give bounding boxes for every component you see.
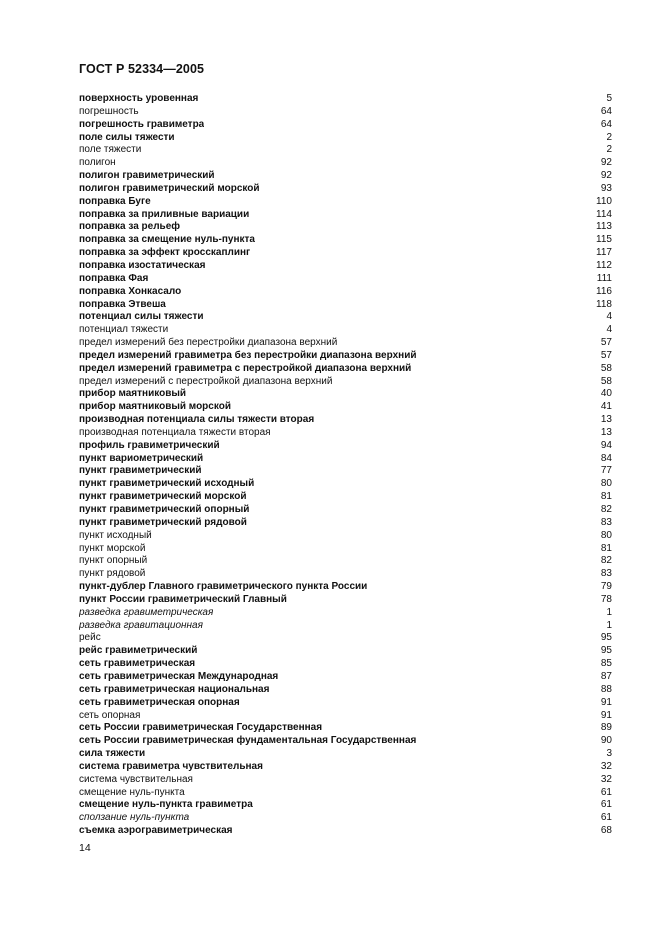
- index-entry: [79, 658, 612, 671]
- index-entry: [79, 196, 612, 209]
- index-term: производная потенциала силы тяжести вторая: [79, 414, 315, 426]
- index-entry: [79, 774, 612, 787]
- index-entry: [79, 465, 612, 478]
- index-page-ref: 4: [606, 311, 612, 323]
- index-entry: [79, 825, 612, 838]
- index-entry: [79, 363, 612, 376]
- index-term: профиль гравиметрический: [79, 439, 220, 451]
- index-entry: [79, 337, 612, 350]
- index-entry: [79, 286, 612, 299]
- index-entry: [79, 414, 612, 427]
- index-page-ref: 58: [600, 362, 612, 374]
- index-page-ref: 13: [600, 426, 612, 438]
- index-page-ref: 32: [600, 773, 612, 785]
- index-entry: [79, 132, 612, 145]
- index-term: полигон гравиметрический: [79, 170, 215, 182]
- index-term: полигон гравиметрический морской: [79, 182, 260, 194]
- index-term: сеть гравиметрическая национальная: [79, 683, 270, 695]
- index-entry: [79, 234, 612, 247]
- index-term: сеть гравиметрическая опорная: [79, 696, 240, 708]
- index-entry: [79, 311, 612, 324]
- index-page-ref: 88: [600, 683, 612, 695]
- index-page-ref: 83: [600, 568, 612, 580]
- index-entry: [79, 273, 612, 286]
- index-term: полигон: [79, 157, 116, 169]
- index-page-ref: 84: [600, 452, 612, 464]
- index-page-ref: 81: [600, 542, 612, 554]
- index-page-ref: 3: [606, 748, 612, 760]
- index-page-ref: 82: [600, 555, 612, 567]
- index-term: разведка гравитационная: [79, 619, 203, 631]
- index-page-ref: 90: [600, 735, 612, 747]
- index-entry: [79, 478, 612, 491]
- index-page-ref: 64: [600, 105, 612, 117]
- index-entry: [79, 787, 612, 800]
- index-entry: [79, 106, 612, 119]
- index-term: предел измерений с перестройкой диапазона верхний: [79, 375, 333, 387]
- index-page-ref: 4: [606, 324, 612, 336]
- index-term: поправка изостатическая: [79, 259, 206, 271]
- index-page-ref: 116: [596, 285, 612, 297]
- index-term: рейс: [79, 632, 101, 644]
- index-entry: [79, 710, 612, 723]
- index-term: пункт гравиметрический исходный: [79, 478, 255, 490]
- index-page-ref: 61: [600, 786, 612, 798]
- index-entry: [79, 221, 612, 234]
- index-page-ref: 1: [606, 619, 612, 631]
- index-entry: [79, 247, 612, 260]
- index-term: поле силы тяжести: [79, 131, 175, 143]
- index-term: рейс гравиметрический: [79, 645, 198, 657]
- index-page-ref: 110: [596, 195, 612, 207]
- index-page-ref: 112: [596, 259, 612, 271]
- index-entry: [79, 491, 612, 504]
- index-entry: [79, 119, 612, 132]
- index-page-ref: 118: [596, 298, 612, 310]
- index-term: прибор маятниковый: [79, 388, 187, 400]
- index-term: съемка аэрогравиметрическая: [79, 825, 233, 837]
- index-term: сползание нуль-пункта: [79, 812, 190, 824]
- index-term: пункт морской: [79, 542, 146, 554]
- index-entry: [79, 555, 612, 568]
- index-term: поправка Этвеша: [79, 298, 166, 310]
- index-term: сеть России гравиметрическая Государственная: [79, 722, 323, 734]
- index-page-ref: 92: [600, 157, 612, 169]
- index-term: пункт гравиметрический: [79, 465, 202, 477]
- index-entry: [79, 543, 612, 556]
- index-page-ref: 113: [596, 221, 612, 233]
- index-entry: [79, 697, 612, 710]
- index-page-ref: 93: [600, 182, 612, 194]
- index-page-ref: 40: [600, 388, 612, 400]
- index-term: поправка за рельеф: [79, 221, 181, 233]
- index-term: пункт гравиметрический опорный: [79, 504, 250, 515]
- index-page-ref: 83: [600, 516, 612, 528]
- index-term: предел измерений без перестройки диапазона верхний: [79, 337, 338, 349]
- index-entry: [79, 376, 612, 389]
- index-page-ref: 82: [600, 504, 612, 515]
- index-entry: [79, 799, 612, 812]
- index-page-ref: 114: [596, 208, 612, 220]
- index-term: пункт-дублер Главного гравиметрического пункта России: [79, 581, 368, 593]
- index-entry: [79, 350, 612, 363]
- index-page-ref: 61: [600, 812, 612, 824]
- index-page-ref: 92: [600, 170, 612, 182]
- index-term: прибор маятниковый морской: [79, 401, 231, 413]
- index-page-ref: 64: [600, 118, 612, 130]
- index-page-ref: 13: [600, 414, 612, 426]
- index-entry: [79, 620, 612, 633]
- index-term: пункт гравиметрический рядовой: [79, 516, 247, 528]
- index-page-ref: 32: [600, 760, 612, 772]
- index-page-ref: 117: [596, 247, 612, 259]
- index-term: погрешность: [79, 105, 139, 117]
- index-page-ref: 61: [600, 799, 612, 811]
- index-entry: [79, 504, 612, 517]
- index-page-ref: 89: [600, 722, 612, 734]
- index-page-ref: 81: [600, 491, 612, 503]
- index-entry: [79, 671, 612, 684]
- index-entry: [79, 530, 612, 543]
- index-page-ref: 94: [600, 439, 612, 451]
- index-entry: [79, 722, 612, 735]
- index-term: потенциал силы тяжести: [79, 311, 204, 323]
- document-header: ГОСТ Р 52334—2005: [79, 62, 205, 76]
- index-term: сеть гравиметрическая: [79, 658, 196, 670]
- index-entry: [79, 594, 612, 607]
- index-page-ref: 57: [600, 337, 612, 349]
- index-entry: [79, 735, 612, 748]
- index-term: поправка Буге: [79, 195, 151, 207]
- page-number: 14: [79, 842, 91, 854]
- index-entry: [79, 607, 612, 620]
- index-entry: [79, 93, 612, 106]
- index-term: сеть опорная: [79, 709, 141, 721]
- index-term: погрешность гравиметра: [79, 118, 205, 130]
- index-entry: [79, 388, 612, 401]
- index-entry: [79, 645, 612, 658]
- index-entry: [79, 183, 612, 196]
- index-page-ref: 95: [600, 645, 612, 657]
- index-term: пункт исходный: [79, 529, 152, 541]
- index-page-ref: 2: [606, 144, 612, 156]
- index-entry: [79, 170, 612, 183]
- index-entry: [79, 260, 612, 273]
- index-page-ref: 2: [606, 131, 612, 143]
- index-entry: [79, 684, 612, 697]
- index-term: система чувствительная: [79, 773, 193, 785]
- index-list: [79, 93, 612, 838]
- index-term: предел измерений гравиметра без перестройки диапазона верхний: [79, 349, 417, 361]
- index-page-ref: 77: [600, 465, 612, 477]
- index-entry: [79, 401, 612, 414]
- index-page-ref: 78: [600, 593, 612, 605]
- index-term: поправка за смещение нуль-пункта: [79, 234, 255, 246]
- index-entry: [79, 324, 612, 337]
- index-page-ref: 91: [600, 696, 612, 708]
- index-term: поверхность уровенная: [79, 93, 199, 104]
- index-entry: [79, 427, 612, 440]
- index-page-ref: 80: [600, 529, 612, 541]
- index-entry: [79, 632, 612, 645]
- index-term: пункт опорный: [79, 555, 148, 567]
- index-term: поправка за приливные вариации: [79, 208, 250, 220]
- index-term: система гравиметра чувствительная: [79, 760, 263, 772]
- index-entry: [79, 761, 612, 774]
- index-term: потенциал тяжести: [79, 324, 169, 336]
- index-term: пункт России гравиметрический Главный: [79, 593, 287, 605]
- index-entry: [79, 209, 612, 222]
- index-entry: [79, 453, 612, 466]
- index-page-ref: 80: [600, 478, 612, 490]
- index-term: сеть России гравиметрическая фундаментальная Государственная: [79, 735, 417, 747]
- index-page-ref: 57: [600, 349, 612, 361]
- index-entry: [79, 144, 612, 157]
- index-term: поправка за эффект кросскаплинг: [79, 247, 251, 259]
- index-term: сеть гравиметрическая Международная: [79, 670, 279, 682]
- index-term: пункт рядовой: [79, 568, 146, 580]
- index-entry: [79, 812, 612, 825]
- index-term: производная потенциала тяжести вторая: [79, 426, 271, 438]
- index-term: разведка гравиметрическая: [79, 606, 214, 618]
- index-entry: [79, 517, 612, 530]
- index-term: сила тяжести: [79, 748, 146, 760]
- index-page-ref: 68: [600, 825, 612, 837]
- index-page-ref: 1: [606, 606, 612, 618]
- index-term: смещение нуль-пункта гравиметра: [79, 799, 253, 811]
- index-page-ref: 79: [600, 581, 612, 593]
- index-entry: [79, 440, 612, 453]
- index-page-ref: 87: [600, 670, 612, 682]
- index-term: поправка Хонкасало: [79, 285, 182, 297]
- index-term: предел измерений гравиметра с перестройкой диапазона верхний: [79, 362, 412, 374]
- index-entry: [79, 581, 612, 594]
- index-term: пункт вариометрический: [79, 452, 204, 464]
- index-entry: [79, 157, 612, 170]
- index-term: пункт гравиметрический морской: [79, 491, 247, 503]
- index-page-ref: 111: [596, 272, 612, 284]
- index-page-ref: 58: [600, 375, 612, 387]
- index-page-ref: 95: [600, 632, 612, 644]
- index-page-ref: 115: [596, 234, 612, 246]
- index-term: поле тяжести: [79, 144, 142, 156]
- index-term: поправка Фая: [79, 272, 149, 284]
- index-entry: [79, 299, 612, 312]
- index-page-ref: 41: [600, 401, 612, 413]
- index-page-ref: 91: [600, 709, 612, 721]
- index-term: смещение нуль-пункта: [79, 786, 185, 798]
- index-page-ref: 5: [606, 93, 612, 104]
- index-entry: [79, 568, 612, 581]
- index-page-ref: 85: [600, 658, 612, 670]
- index-entry: [79, 748, 612, 761]
